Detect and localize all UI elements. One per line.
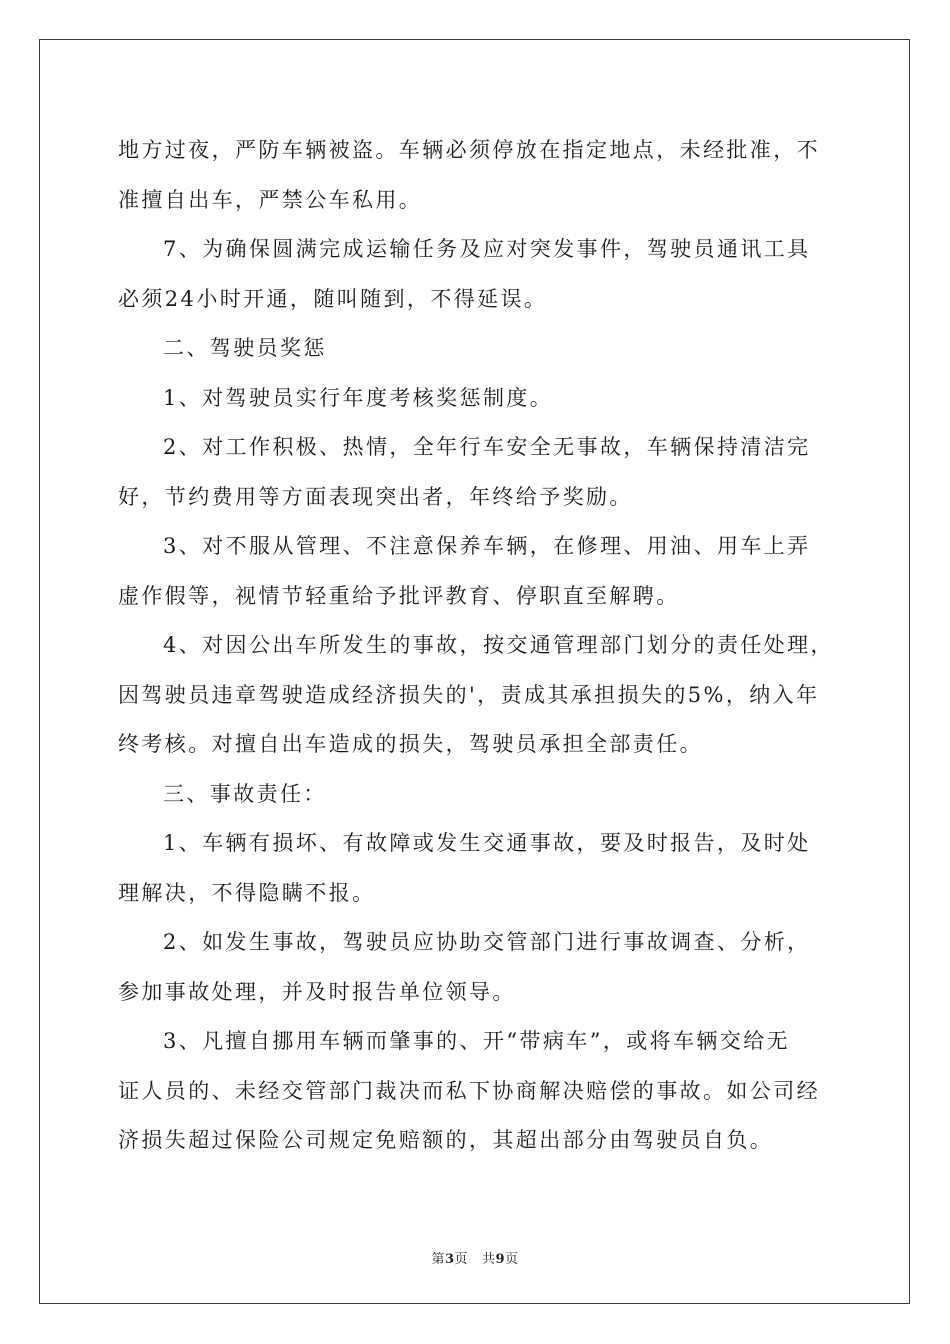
text-line: 准擅自出车，严禁公车私用。 bbox=[118, 187, 423, 212]
document-body bbox=[118, 126, 838, 1166]
total-prefix: 共 bbox=[481, 1252, 496, 1267]
text-line: 4、对因公出车所发生的事故，按交通管理部门划分的责任处理， bbox=[163, 633, 834, 657]
page-prefix: 第 bbox=[431, 1252, 445, 1267]
text-line: 地方过夜，严防车辆被盗。车辆必须停放在指定地点，未经批准，不 bbox=[118, 138, 820, 162]
text-line: 济损失超过保险公司规定免赔额的，其超出部分由驾驶员自负。 bbox=[118, 1128, 774, 1152]
page-number: 3 bbox=[444, 1252, 455, 1267]
text-line: 证人员的、未经交管部门裁决而私下协商解决赔偿的事故。如公司经 bbox=[118, 1078, 820, 1103]
text-line: 3、凡擅自挪用车辆而肇事的、开“带病车”，或将车辆交给无 bbox=[163, 1029, 791, 1053]
total-pages: 9 bbox=[495, 1252, 506, 1267]
section-heading: 三、事故责任： bbox=[163, 781, 327, 806]
text-line: 2、对工作积极、热情，全年行车安全无事故，车辆保持清洁完 bbox=[163, 435, 811, 459]
text-line: 好，节约费用等方面表现突出者，年终给予奖励。 bbox=[118, 484, 633, 509]
text-line: 参加事故处理，并及时报告单位领导。 bbox=[118, 979, 516, 1004]
text-line: 因驾驶员违章驾驶造成经济损失的'，责成其承担损失的5%，纳入年 bbox=[118, 682, 820, 707]
text-line: 1、对驾驶员实行年度考核奖惩制度。 bbox=[163, 385, 554, 410]
text-line: 3、对不服从管理、不注意保养车辆，在修理、用油、用车上弄 bbox=[163, 534, 811, 558]
page-suffix: 页 bbox=[454, 1252, 469, 1267]
text-line: 终考核。对擅自出车造成的损失，驾驶员承担全部责任。 bbox=[118, 732, 703, 756]
text-line: 2、如发生事故，驾驶员应协助交管部门进行事故调查、分析， bbox=[163, 930, 811, 954]
page-footer bbox=[0, 1248, 950, 1267]
text-line: 7、为确保圆满完成运输任务及应对突发事件，驾驶员通讯工具 bbox=[163, 237, 811, 261]
text-line: 必须24小时开通，随叫随到，不得延误。 bbox=[118, 286, 548, 311]
section-heading: 二、驾驶员奖惩 bbox=[163, 336, 327, 360]
text-line: 理解决，不得隐瞒不报。 bbox=[118, 880, 376, 905]
total-suffix: 页 bbox=[505, 1252, 519, 1267]
text-line: 1、车辆有损坏、有故障或发生交通事故，要及时报告，及时处 bbox=[163, 831, 811, 855]
text-line: 虚作假等，视情节轻重给予批评教育、停职直至解聘。 bbox=[118, 583, 680, 608]
